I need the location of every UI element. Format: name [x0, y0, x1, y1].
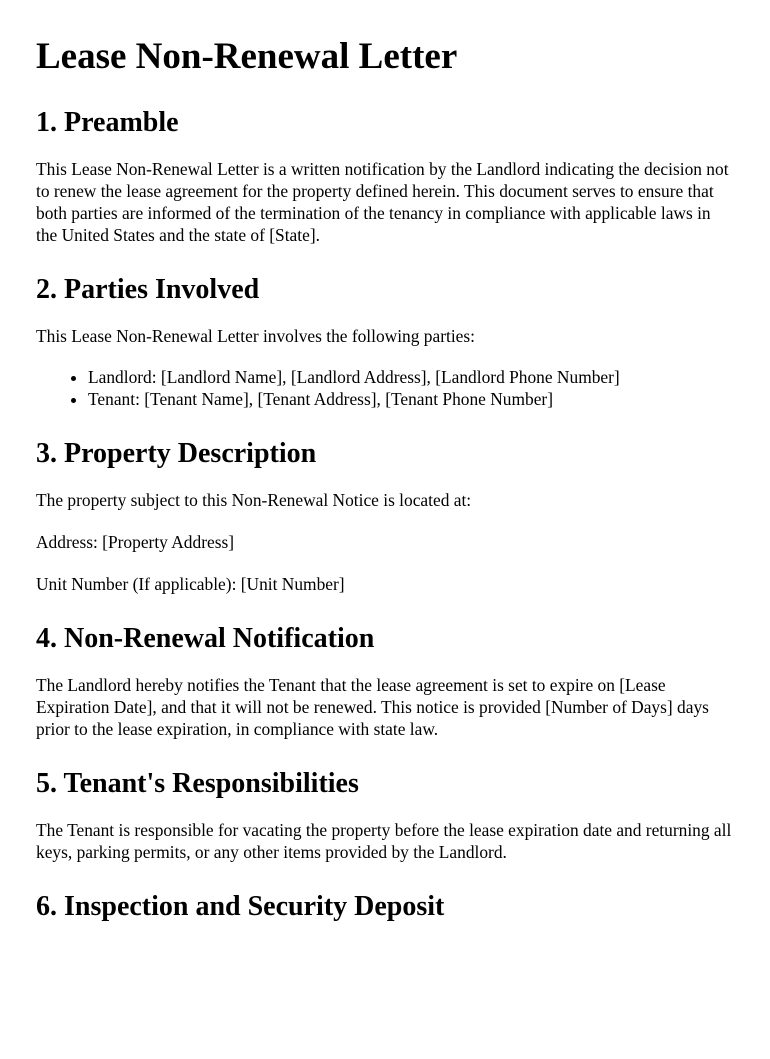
- section-property-description: [36, 437, 734, 595]
- section-paragraph: The Landlord hereby notifies the Tenant that the lease agreement is set to expire on [Lease Expiration Date], and that it will not be renewed. This notice is provided [Number of Days] days prior to the lease expiration, in compliance with state law.: [36, 675, 709, 739]
- section-heading: 1. Preamble: [36, 107, 179, 138]
- document-page: [0, 35, 770, 1059]
- section-heading: 3. Property Description: [36, 438, 317, 469]
- section-tenant-responsibilities: [36, 767, 734, 863]
- unit-number-line: Unit Number (If applicable): [Unit Number]: [36, 574, 345, 594]
- section-paragraph: This Lease Non-Renewal Letter involves the following parties:: [36, 326, 475, 346]
- section-paragraph: The Tenant is responsible for vacating the property before the lease expiration date and returning all keys, parking permits, or any other items provided by the Landlord.: [36, 820, 732, 862]
- section-paragraph: The property subject to this Non-Renewal Notice is located at:: [36, 490, 472, 510]
- section-heading: 6. Inspection and Security Deposit: [36, 891, 445, 922]
- section-heading: 2. Parties Involved: [36, 274, 260, 305]
- document-title: Lease Non-Renewal Letter: [36, 36, 458, 77]
- section-preamble: [36, 106, 734, 246]
- section-parties-involved: [36, 273, 734, 410]
- parties-list: [36, 366, 734, 410]
- section-paragraph: This Lease Non-Renewal Letter is a written notification by the Landlord indicating the decision not to renew the lease agreement for the property defined herein. This document serves to ensure that both parties are informed of the termination of the tenancy in compliance with applicable laws in the United States and the state of [State].: [36, 159, 729, 245]
- list-item-tenant: • Tenant: [Tenant Name], [Tenant Address], [Tenant Phone Number]: [88, 388, 734, 410]
- section-non-renewal-notification: [36, 622, 734, 740]
- section-heading: 4. Non-Renewal Notification: [36, 623, 375, 654]
- section-inspection-security-deposit: [36, 890, 734, 923]
- list-item-landlord: • Landlord: [Landlord Name], [Landlord Address], [Landlord Phone Number]: [88, 366, 734, 388]
- property-address-line: Address: [Property Address]: [36, 532, 235, 552]
- section-heading: 5. Tenant's Responsibilities: [36, 768, 359, 799]
